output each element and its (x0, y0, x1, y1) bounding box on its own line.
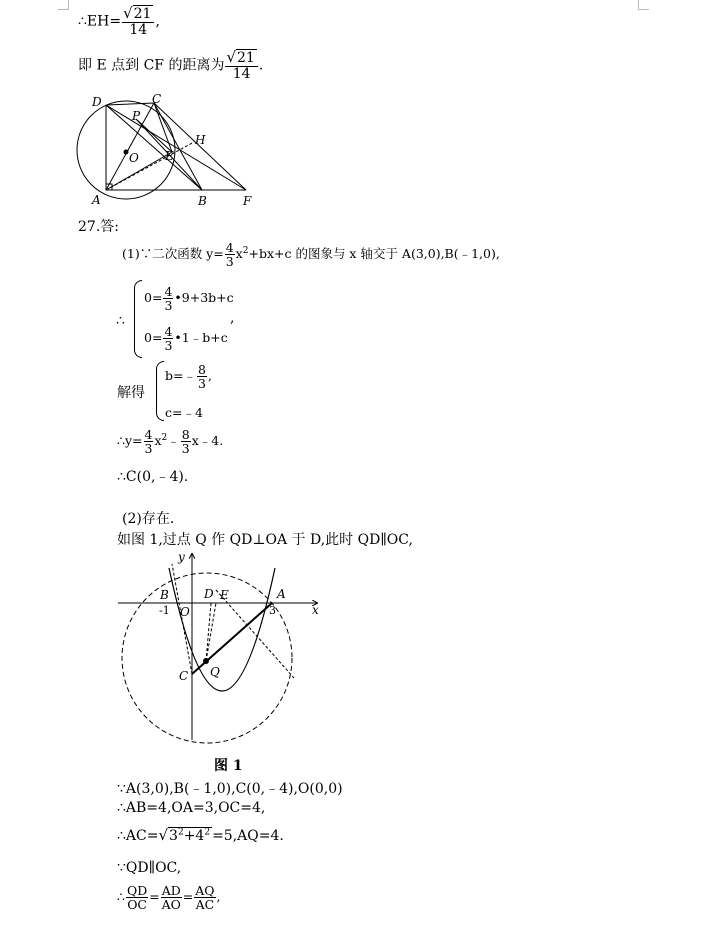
line-qd-dashed-2 (206, 603, 216, 661)
label-o: O (129, 151, 139, 165)
fig1-label-e: E (220, 588, 229, 602)
center-point-o (124, 150, 129, 155)
label-p: P (132, 109, 141, 123)
similar-ratio: ∴ $\frac{QD}{OC}$ = $\frac{AD}{AO}$ = $\frac{AQ}{AC}$ , (117, 883, 221, 913)
page-corner-mark-left (58, 0, 69, 10)
given-points: ∵A(3,0),B(﹣1,0),C(0,﹣4),O(0,0) (117, 781, 343, 797)
system2-brace (156, 361, 164, 421)
label-c: C (152, 92, 162, 106)
fig1-label-o: O (180, 605, 190, 619)
ac-computation: $\therefore AC=√3^2+4^2 =5,AQ=4$. (117, 826, 284, 844)
distance-fraction: $\frac{√21}{14}$ (225, 50, 257, 81)
circle-geometry-figure (76, 92, 266, 208)
given-lengths: ∴AB=4,OA=3,OC=4, (117, 800, 266, 816)
system1-eq2: 0= $\frac{4}{3}$ •1﹣b+c (144, 324, 228, 354)
line-cb-dashed (172, 564, 192, 674)
label-a: A (92, 193, 101, 207)
system2-b: b=﹣ $\frac{8}{3}$ , (165, 362, 212, 392)
page-corner-mark-right (638, 0, 649, 10)
line-df (106, 105, 246, 190)
line-qd-dashed-1 (206, 603, 211, 661)
label-b: B (198, 194, 207, 208)
system1-eq1: 0= $\frac{4}{3}$ •9+3b+c (144, 284, 234, 314)
fig1-label-q: Q (210, 665, 220, 679)
fig1-label-d: D (204, 587, 214, 601)
fig1-label-3: 3 (269, 604, 276, 617)
parabola-equation: ∴y= $\frac{4}{3}$ $x^2﹣$ $\frac{8}{3}$ x﹣4. (117, 427, 224, 457)
point-q (203, 658, 209, 664)
system1-comma: , (230, 310, 235, 326)
solve-label: 解得 (117, 385, 145, 401)
part2-head: (2)存在. (122, 511, 175, 527)
fig1-label-neg1: -1 (159, 604, 170, 617)
qd-parallel-oc: ∵QD∥OC, (117, 860, 182, 876)
segment-ca (192, 603, 272, 674)
question-27-header: 27.答: (78, 219, 119, 235)
label-h: H (195, 133, 206, 147)
distance-statement: 即 E 点到 CF 的距离为 $\frac{√21}{14}$ . (78, 48, 264, 82)
eh-fraction: $\frac{√21}{14}$ (122, 6, 154, 37)
label-e: E (165, 149, 174, 163)
part1-intro: (1)∵二次函数 y= $\frac{4}{3}$ $x^2+bx+c$ 的图象与 x 轴交于 A(3,0),B(﹣1,0), (122, 240, 500, 270)
point-c-result: ∴C(0,﹣4). (117, 469, 189, 485)
label-d: D (92, 95, 102, 109)
part2-construction: 如图 1,过点 Q 作 QD⊥OA 于 D,此时 QD∥OC, (117, 532, 413, 548)
fig1-label-a: A (277, 587, 286, 601)
fig1-label-x: x (312, 603, 319, 617)
line-db (106, 105, 202, 190)
fig1-label-c: C (179, 669, 189, 683)
therefore-symbol-system1: ∴ (116, 313, 125, 329)
figure-1-caption: 图 1 (214, 758, 243, 774)
figure-1-parabola (112, 548, 332, 748)
system1-brace (134, 280, 142, 358)
system2-c: c=﹣4 (165, 405, 203, 420)
fig1-label-y: y (178, 550, 185, 564)
label-f: F (243, 194, 252, 208)
eh-equation: ∴EH= $\frac{√21}{14}$ , (78, 4, 160, 38)
fig1-label-b: B (160, 588, 169, 602)
ac-radicand: $3^2+4^2$ (169, 827, 211, 844)
